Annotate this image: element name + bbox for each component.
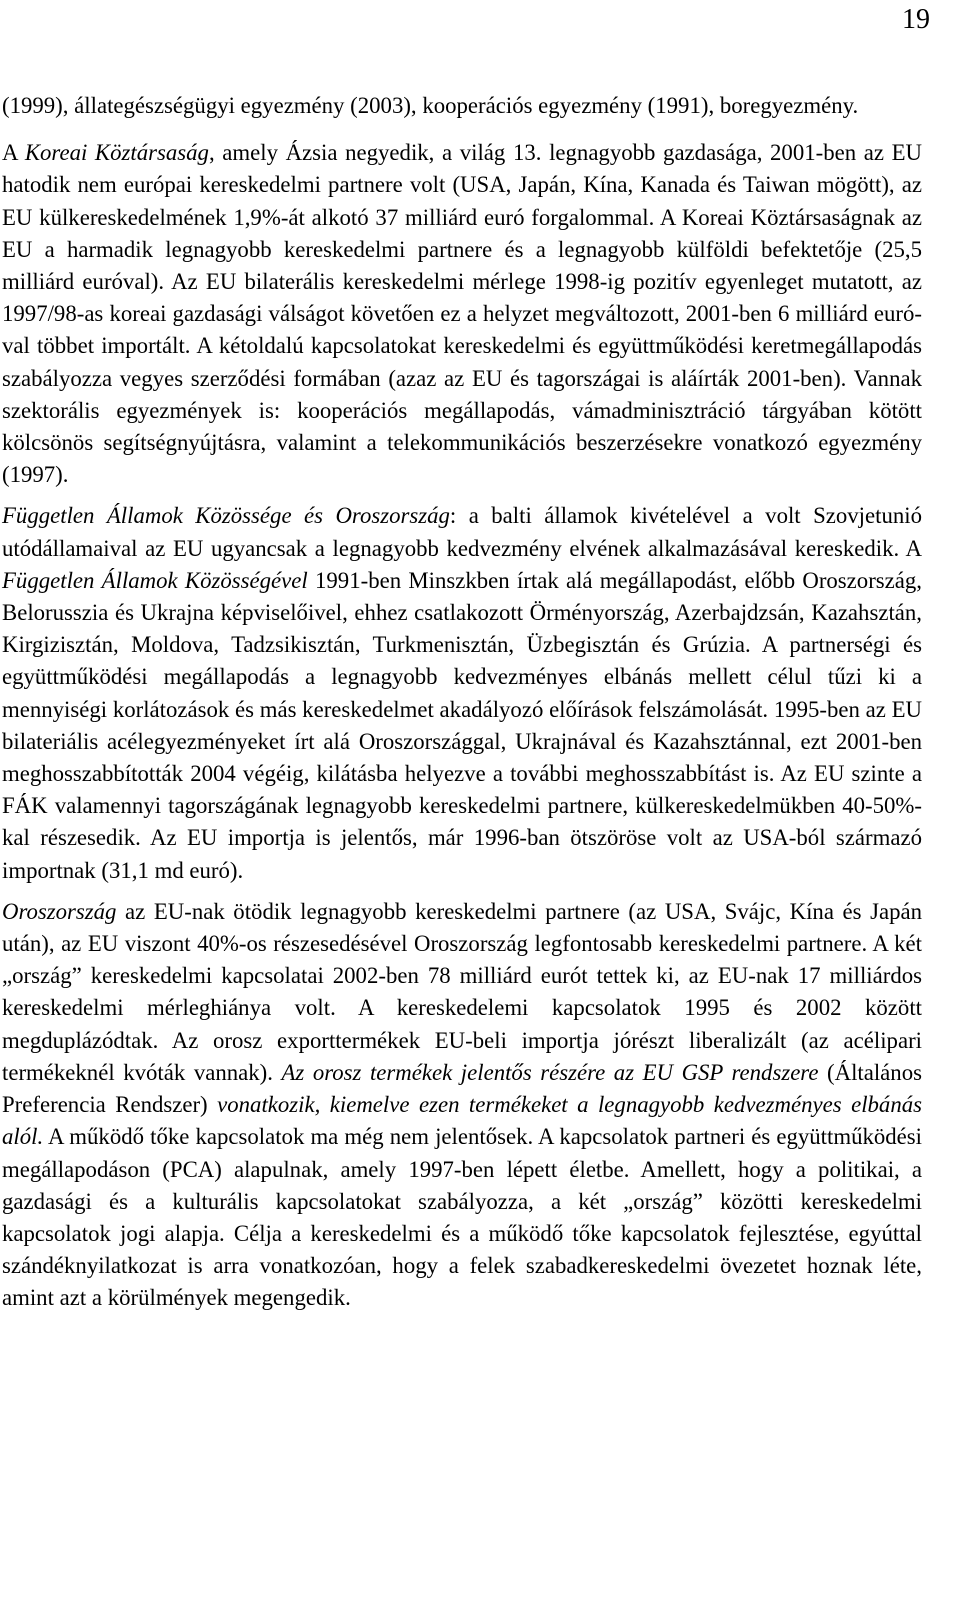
paragraph-fak-text-2: 1991-ben Minszkben írtak alá megállapodást, előbb Oroszország, Belorusszia és Ukrajna képviselőivel, ehhez csatlakozott Örményország, Azerbajdzsán, Kazahsztán, Kirgizisztán, Moldova, Tadzsikisztán, Turkmenisztán, Üzbegisztán és Grúzia. A partnerségi és együttműködési megállapodás a legnagyobb kedvezményes elbánás mellett célul tűzi ki a mennyiségi korlátozások és más kereskedelmet akadályozó előírások felszámolását. 1995-ben az EU bilateriális acélegyezményeket írt alá Oroszországgal, Ukrajnával és Kazahsztánnal, ezt 2001-ben meghosszabbították 2004 végéig, kilátásba helyezve a további meghosszabbítást is. Az EU szinte a FÁK valamennyi tagországának legnagyobb kereskedelmi partnere, külkereskedelmükben 40-50%-kal részesedik. Az EU importja is jelentős, már 1996-ban ötszöröse volt az USA-ból származó importnak (31,1 md euró). (2, 567, 922, 883)
paragraph-russia-text-2: (Általános Preferencia Rendszer) (2, 1059, 922, 1118)
paragraph-russia-text-3: A működő tőke kapcsolatok ma még nem jelentősek. A kapcsolatok partneri és együttműködési megállapodáson (PCA) alapulnak, amely 1997-ben lépett életbe. Amellett, hogy a politikai, a gazdasági és a kulturális kapcsolatokat szabályozza, a két „ország” közötti kereskedelmi kapcsolatok jogi alapja. Célja a kereskedelmi és a működő tőke kapcsolatok fejlesztése, egyúttal szándéknyilatkozat is arra vonatkozóan, hogy a felek szabadkereskedelmi övezetet hoznak léte, amint azt a körülmények megengedik. (2, 1124, 922, 1311)
paragraph-russia (2, 896, 922, 1315)
paragraph-fak-italic-term: Független Államok Közösségével (2, 567, 308, 593)
paragraph-fak (2, 500, 922, 886)
paragraph-korea (2, 137, 922, 491)
page-number: 19 (902, 4, 930, 35)
paragraph-korea-italic-term: Koreai Köztársaság (24, 140, 209, 166)
paragraph-korea-text-start: A (2, 140, 25, 166)
paragraph-1 (2, 90, 922, 122)
document-body (2, 90, 922, 1315)
paragraph-1-text: (1999), állategészségügyi egyezmény (2003), kooperációs egyezmény (1991), boregyezmény. (2, 93, 859, 118)
paragraph-fak-italic-heading: Független Államok Közössége és Oroszország (2, 503, 450, 529)
paragraph-russia-italic-gsp: Az orosz termékek jelentős részére az EU GSP rendszere (281, 1059, 819, 1085)
paragraph-russia-italic-heading: Oroszország (2, 898, 117, 924)
paragraph-fak-text-1: : a balti államok kivételével a volt Szovjetunió utódállamaival az EU ugyancsak a legnagyobb kedvezmény elvének alkalmazásával kereskedik. A (2, 503, 922, 561)
paragraph-korea-text-body: , amely Ázsia negyedik, a világ 13. legnagyobb gazdasága, 2001-ben az EU hatodik nem európai kereskedelmi partnere volt (USA, Japán, Kína, Kanada és Taiwan mögött), az EU külkereskedelmének 1,9%-át alkotó 37 milliárd euró forgalommal. A Koreai Köztársaságnak az EU a harmadik legnagyobb kereskedelmi partnere és a legnagyobb külföldi befektetője (25,5 milliárd euróval). Az EU bilaterális kereskedelmi mérlege 1998-ig pozitív egyenleget mutatott, az 1997/98-as koreai gazdasági válságot követően ez a helyzet megváltozott, 2001-ben 6 milliárd euró-val többet importált. A kétoldalú kapcsolatokat kereskedelmi és együttműködési keretmegállapodás szabályozza vegyes szerződési formában (azaz az EU és tagországai is aláírták 2001-ben). Vannak szektorális egyezmények is: kooperációs megállapodás, vámadminisztráció tárgyában kötött kölcsönös segítségnyújtásra, valamint a telekommunikációs beszerzésekre vonatkozó egyezmény (1997). (2, 140, 922, 488)
paragraph-russia-italic-exemption: vonatkozik, kiemelve ezen termékeket a legnagyobb kedvezményes elbánás alól. (2, 1092, 923, 1150)
paragraph-russia-text-1: az EU-nak ötödik legnagyobb kereskedelmi partnere (az USA, Svájc, Kína és Japán után), az EU viszont 40%-os részesedésével Oroszország legfontosabb kereskedelmi partnere. A két „ország” kereskedelmi kapcsolatai 2002-ben 78 milliárd eurót tettek ki, az EU-nak 17 milliárdos kereskedelmi mérleghiánya volt. A kereskedelemi kapcsolatok 1995 és 2002 között megduplázódtak. Az orosz exporttermékek EU-beli importja jórészt liberalizált (az acélipari termékeknél kvóták vannak). (2, 898, 922, 1085)
